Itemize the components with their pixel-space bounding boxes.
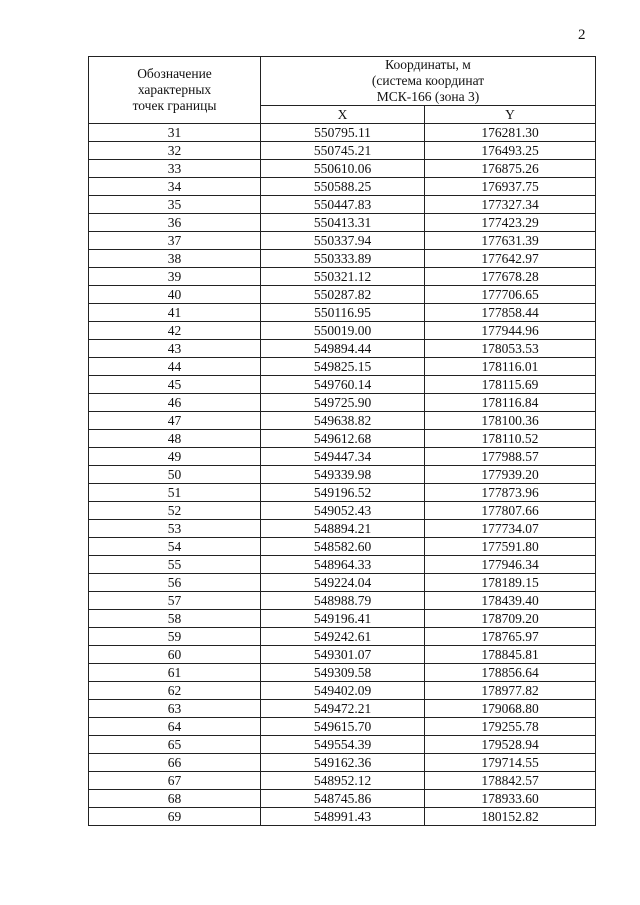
point-number-cell: 69	[89, 808, 261, 826]
x-coordinate-cell: 548964.33	[261, 556, 425, 574]
table-row	[89, 430, 596, 448]
x-coordinate-cell: 548582.60	[261, 538, 425, 556]
table-row	[89, 538, 596, 556]
table-row	[89, 574, 596, 592]
x-coordinate-cell: 550795.11	[261, 124, 425, 142]
x-coordinate-cell: 548745.86	[261, 790, 425, 808]
table-row	[89, 754, 596, 772]
point-number-cell: 32	[89, 142, 261, 160]
table-row	[89, 484, 596, 502]
point-number-cell: 46	[89, 394, 261, 412]
header-coordinates	[261, 57, 596, 106]
y-coordinate-cell: 178845.81	[425, 646, 596, 664]
y-coordinate-cell: 177873.96	[425, 484, 596, 502]
y-coordinate-cell: 176493.25	[425, 142, 596, 160]
table-row	[89, 160, 596, 178]
point-number-cell: 45	[89, 376, 261, 394]
table-row	[89, 718, 596, 736]
point-number-cell: 36	[89, 214, 261, 232]
y-coordinate-cell: 178115.69	[425, 376, 596, 394]
point-number-cell: 42	[89, 322, 261, 340]
table-row	[89, 340, 596, 358]
point-number-cell: 54	[89, 538, 261, 556]
point-number-cell: 60	[89, 646, 261, 664]
point-number-cell: 68	[89, 790, 261, 808]
y-coordinate-cell: 178100.36	[425, 412, 596, 430]
x-coordinate-cell: 549339.98	[261, 466, 425, 484]
table-row	[89, 592, 596, 610]
table-row	[89, 664, 596, 682]
y-coordinate-cell: 177939.20	[425, 466, 596, 484]
header-top-line: Координаты, м	[385, 57, 471, 72]
point-number-cell: 33	[89, 160, 261, 178]
table-row	[89, 376, 596, 394]
y-coordinate-cell: 179068.80	[425, 700, 596, 718]
y-coordinate-cell: 177631.39	[425, 232, 596, 250]
table-row	[89, 322, 596, 340]
y-coordinate-cell: 178709.20	[425, 610, 596, 628]
x-coordinate-cell: 549612.68	[261, 430, 425, 448]
point-number-cell: 56	[89, 574, 261, 592]
table-row	[89, 790, 596, 808]
point-number-cell: 35	[89, 196, 261, 214]
y-coordinate-cell: 178053.53	[425, 340, 596, 358]
y-coordinate-cell: 177706.65	[425, 286, 596, 304]
table-row	[89, 772, 596, 790]
coordinates-table	[88, 56, 596, 826]
point-number-cell: 47	[89, 412, 261, 430]
point-number-cell: 49	[89, 448, 261, 466]
table-row	[89, 466, 596, 484]
x-coordinate-cell: 550321.12	[261, 268, 425, 286]
x-coordinate-cell: 549615.70	[261, 718, 425, 736]
x-coordinate-cell: 548952.12	[261, 772, 425, 790]
y-coordinate-cell: 179714.55	[425, 754, 596, 772]
y-coordinate-cell: 176937.75	[425, 178, 596, 196]
table-row	[89, 394, 596, 412]
x-coordinate-cell: 549162.36	[261, 754, 425, 772]
table-row	[89, 232, 596, 250]
table-row	[89, 520, 596, 538]
y-coordinate-cell: 177678.28	[425, 268, 596, 286]
table-row	[89, 268, 596, 286]
table-row	[89, 502, 596, 520]
point-number-cell: 38	[89, 250, 261, 268]
x-coordinate-cell: 549825.15	[261, 358, 425, 376]
point-number-cell: 44	[89, 358, 261, 376]
header-point-designation	[89, 57, 261, 124]
table-row	[89, 448, 596, 466]
x-coordinate-cell: 549196.52	[261, 484, 425, 502]
point-number-cell: 51	[89, 484, 261, 502]
table-row	[89, 646, 596, 664]
point-number-cell: 34	[89, 178, 261, 196]
point-number-cell: 31	[89, 124, 261, 142]
y-coordinate-cell: 177591.80	[425, 538, 596, 556]
x-coordinate-cell: 549052.43	[261, 502, 425, 520]
table-row	[89, 142, 596, 160]
x-coordinate-cell: 549224.04	[261, 574, 425, 592]
point-number-cell: 39	[89, 268, 261, 286]
table-row	[89, 700, 596, 718]
x-coordinate-cell: 549196.41	[261, 610, 425, 628]
table-row	[89, 682, 596, 700]
point-number-cell: 66	[89, 754, 261, 772]
x-coordinate-cell: 550333.89	[261, 250, 425, 268]
point-number-cell: 58	[89, 610, 261, 628]
table-row	[89, 808, 596, 826]
table-row	[89, 556, 596, 574]
point-number-cell: 67	[89, 772, 261, 790]
y-coordinate-cell: 177858.44	[425, 304, 596, 322]
y-coordinate-cell: 180152.82	[425, 808, 596, 826]
page-number: 2	[578, 27, 586, 43]
y-coordinate-cell: 178977.82	[425, 682, 596, 700]
table-row	[89, 736, 596, 754]
x-coordinate-cell: 549242.61	[261, 628, 425, 646]
point-number-cell: 62	[89, 682, 261, 700]
x-coordinate-cell: 548988.79	[261, 592, 425, 610]
table-body	[89, 124, 596, 826]
table-row	[89, 124, 596, 142]
point-number-cell: 59	[89, 628, 261, 646]
x-coordinate-cell: 549402.09	[261, 682, 425, 700]
x-coordinate-cell: 549554.39	[261, 736, 425, 754]
y-coordinate-cell: 177946.34	[425, 556, 596, 574]
point-number-cell: 41	[89, 304, 261, 322]
header-left-line: точек границы	[132, 98, 217, 113]
y-coordinate-cell: 178116.01	[425, 358, 596, 376]
header-top-line: (система координат	[371, 73, 485, 88]
point-number-cell: 50	[89, 466, 261, 484]
y-coordinate-cell: 177327.34	[425, 196, 596, 214]
y-coordinate-cell: 177423.29	[425, 214, 596, 232]
x-coordinate-cell: 550447.83	[261, 196, 425, 214]
y-coordinate-cell: 178189.15	[425, 574, 596, 592]
y-coordinate-cell: 178856.64	[425, 664, 596, 682]
x-coordinate-cell: 550337.94	[261, 232, 425, 250]
table-row	[89, 196, 596, 214]
y-coordinate-cell: 178439.40	[425, 592, 596, 610]
x-coordinate-cell: 548991.43	[261, 808, 425, 826]
table-row	[89, 250, 596, 268]
x-coordinate-cell: 548894.21	[261, 520, 425, 538]
y-coordinate-cell: 177807.66	[425, 502, 596, 520]
table-row	[89, 358, 596, 376]
y-coordinate-cell: 178765.97	[425, 628, 596, 646]
point-number-cell: 61	[89, 664, 261, 682]
point-number-cell: 63	[89, 700, 261, 718]
x-coordinate-cell: 549472.21	[261, 700, 425, 718]
x-coordinate-cell: 550287.82	[261, 286, 425, 304]
point-number-cell: 55	[89, 556, 261, 574]
x-coordinate-cell: 550413.31	[261, 214, 425, 232]
point-number-cell: 64	[89, 718, 261, 736]
y-coordinate-cell: 176875.26	[425, 160, 596, 178]
y-coordinate-cell: 177944.96	[425, 322, 596, 340]
y-coordinate-cell: 178116.84	[425, 394, 596, 412]
table-row	[89, 412, 596, 430]
table-row	[89, 628, 596, 646]
point-number-cell: 57	[89, 592, 261, 610]
x-coordinate-cell: 550019.00	[261, 322, 425, 340]
y-coordinate-cell: 177988.57	[425, 448, 596, 466]
y-coordinate-cell: 177642.97	[425, 250, 596, 268]
x-coordinate-cell: 550745.21	[261, 142, 425, 160]
x-coordinate-cell: 549447.34	[261, 448, 425, 466]
x-coordinate-cell: 549309.58	[261, 664, 425, 682]
y-coordinate-cell: 179528.94	[425, 736, 596, 754]
point-number-cell: 48	[89, 430, 261, 448]
table-row	[89, 178, 596, 196]
point-number-cell: 40	[89, 286, 261, 304]
header-left-line: характерных	[137, 82, 212, 97]
x-coordinate-cell: 549638.82	[261, 412, 425, 430]
x-coordinate-cell: 550588.25	[261, 178, 425, 196]
point-number-cell: 43	[89, 340, 261, 358]
x-coordinate-cell: 550116.95	[261, 304, 425, 322]
table-row	[89, 304, 596, 322]
point-number-cell: 65	[89, 736, 261, 754]
table-row	[89, 286, 596, 304]
x-coordinate-cell: 549894.44	[261, 340, 425, 358]
y-coordinate-cell: 179255.78	[425, 718, 596, 736]
header-top-line: МСК-166 (зона 3)	[376, 89, 480, 104]
header-x: X	[261, 106, 425, 124]
header-y: Y	[425, 106, 596, 124]
x-coordinate-cell: 550610.06	[261, 160, 425, 178]
y-coordinate-cell: 178842.57	[425, 772, 596, 790]
point-number-cell: 53	[89, 520, 261, 538]
table-row	[89, 214, 596, 232]
y-coordinate-cell: 176281.30	[425, 124, 596, 142]
point-number-cell: 52	[89, 502, 261, 520]
x-coordinate-cell: 549301.07	[261, 646, 425, 664]
y-coordinate-cell: 178933.60	[425, 790, 596, 808]
x-coordinate-cell: 549725.90	[261, 394, 425, 412]
table-row	[89, 610, 596, 628]
y-coordinate-cell: 178110.52	[425, 430, 596, 448]
point-number-cell: 37	[89, 232, 261, 250]
x-coordinate-cell: 549760.14	[261, 376, 425, 394]
y-coordinate-cell: 177734.07	[425, 520, 596, 538]
header-left-line: Обозначение	[137, 66, 212, 81]
